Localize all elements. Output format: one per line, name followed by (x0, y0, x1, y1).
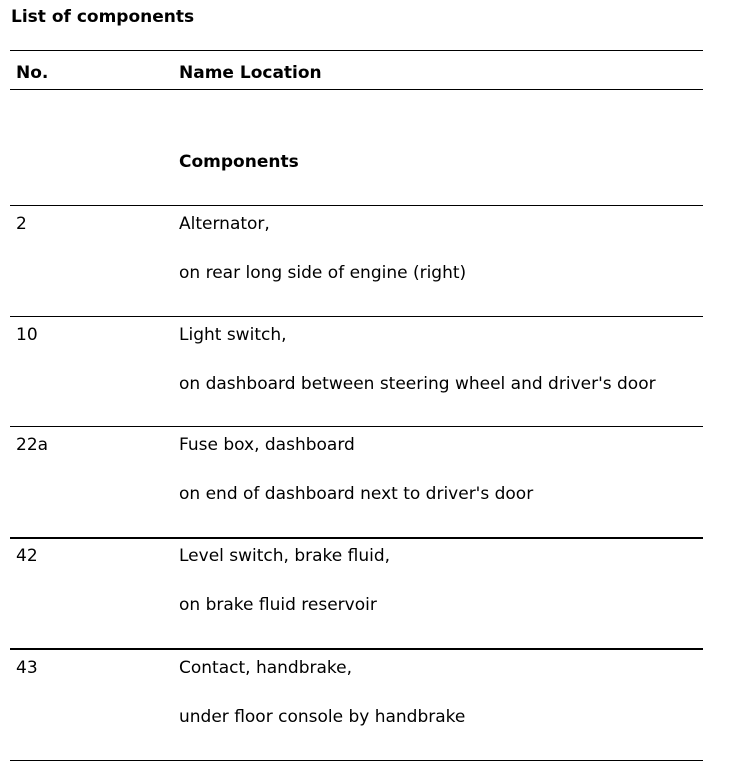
table-top-rule (10, 50, 703, 51)
table-row (10, 650, 703, 760)
component-location: on brake fluid reservoir (179, 595, 377, 615)
component-location: on dashboard between steering wheel and driver's door (179, 374, 656, 394)
component-name: Light switch, (179, 325, 287, 345)
component-name: Level switch, brake fluid, (179, 546, 391, 566)
section-title: Components (179, 152, 299, 172)
component-number: 43 (16, 658, 38, 678)
component-location: on rear long side of engine (right) (179, 263, 467, 283)
header-bottom-rule (10, 89, 703, 90)
column-header-no: No. (16, 63, 49, 83)
table-row (10, 538, 703, 648)
component-name: Contact, handbrake, (179, 658, 353, 678)
table-row (10, 317, 703, 427)
component-number: 10 (16, 325, 38, 345)
component-number: 22a (16, 435, 49, 455)
component-number: 42 (16, 546, 38, 566)
component-name: Alternator, (179, 214, 270, 234)
component-location: under floor console by handbrake (179, 707, 466, 727)
column-header-name-location: Name Location (179, 63, 322, 83)
component-location: on end of dashboard next to driver's door (179, 484, 534, 504)
table-row (10, 427, 703, 537)
component-number: 2 (16, 214, 27, 234)
component-name: Fuse box, dashboard (179, 435, 355, 455)
page-title: List of components (11, 7, 195, 27)
table-row (10, 206, 703, 316)
table-bottom-rule (10, 760, 703, 761)
